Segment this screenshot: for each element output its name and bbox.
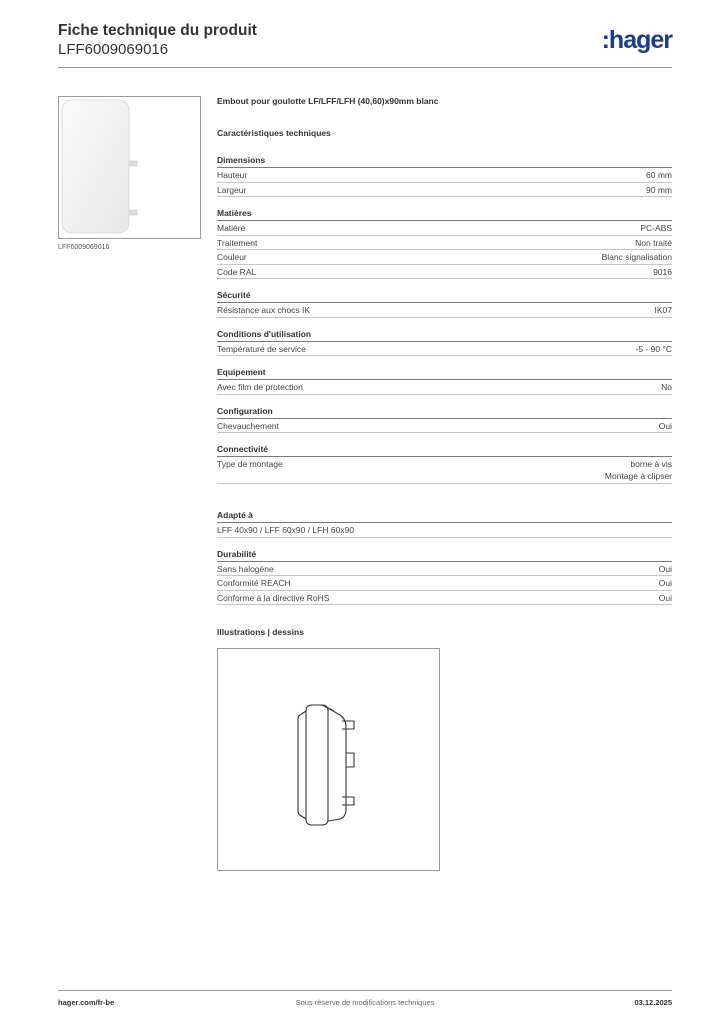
spec-row <box>217 380 672 395</box>
section-title: Sécurité <box>217 288 672 303</box>
spec-key: Code RAL <box>217 266 257 277</box>
section-equipment <box>217 365 672 395</box>
product-name: Embout pour goulotte LF/LFF/LFH (40,60)x90mm blanc <box>217 96 439 106</box>
spec-value-line: borne à vis <box>630 459 672 469</box>
spec-value: PC-ABS <box>640 223 672 233</box>
spec-key: Chevauchement <box>217 420 279 431</box>
section-title: Configuration <box>217 404 672 419</box>
spec-value: 90 mm <box>646 184 672 195</box>
spec-key: Conformité REACH <box>217 578 291 588</box>
specification-panel <box>217 96 672 605</box>
section-title: Connectivité <box>217 442 672 457</box>
hager-logo: :hager <box>601 26 672 54</box>
spec-row <box>217 419 672 434</box>
spec-value: Oui <box>658 563 672 574</box>
end-cap-drawing <box>218 649 439 870</box>
spec-value-line: Montage à clipser <box>604 471 672 481</box>
section-title: Conditions d'utilisation <box>217 327 672 342</box>
footer-website-link[interactable]: hager.com/fr-be <box>58 998 115 1007</box>
spec-row <box>217 342 672 357</box>
spec-value: Blanc signalisation <box>601 252 672 262</box>
spec-key: Hauteur <box>217 170 248 180</box>
spec-value: Oui <box>658 420 672 431</box>
page-header <box>58 22 257 59</box>
spec-row <box>217 523 672 538</box>
spec-row <box>217 221 672 236</box>
section-durability <box>217 547 672 606</box>
spec-row <box>217 265 672 280</box>
spec-key: Traitement <box>217 237 258 248</box>
illustration-frame <box>217 648 440 871</box>
spec-key: Type de montage <box>217 459 283 469</box>
spec-key: Résistance aux chocs IK <box>217 305 311 315</box>
section-title: Matières <box>217 206 672 221</box>
illustrations-title: Illustrations | dessins <box>217 627 304 637</box>
page-title: Fiche technique du produit <box>58 22 257 39</box>
spec-value: -5 - 90 °C <box>635 343 672 354</box>
spec-row <box>217 576 672 591</box>
spec-value: No <box>661 382 672 392</box>
section-suited-for <box>217 508 672 538</box>
section-title: Equipement <box>217 365 672 380</box>
specs-heading: Caractéristiques techniques <box>217 128 331 138</box>
section-dimensions <box>217 153 672 197</box>
spec-key: Conforme à la directive RoHS <box>217 592 330 603</box>
spec-key: Sans halogène <box>217 563 274 574</box>
section-title: Adapté à <box>217 508 672 523</box>
footer-notice: Sous réserve de modifications techniques <box>295 998 435 1007</box>
section-connectivity <box>217 442 672 484</box>
footer-date: 03.12.2025 <box>634 998 672 1007</box>
spec-row <box>217 183 672 198</box>
spec-row <box>217 236 672 251</box>
spec-value: Non traité <box>635 237 672 248</box>
product-reference: LFF6009069016 <box>58 41 169 58</box>
spec-value: 60 mm <box>646 170 672 180</box>
spec-value: 9016 <box>653 266 672 277</box>
spec-value <box>605 457 672 482</box>
spec-key: Température de service <box>217 343 306 354</box>
spec-row <box>217 562 672 577</box>
spec-key: LFF 40x90 / LFF 60x90 / LFH 60x90 <box>217 525 355 535</box>
footer-divider <box>58 990 672 991</box>
spec-row <box>217 168 672 183</box>
header-divider <box>58 67 672 68</box>
spec-value: IK07 <box>654 305 672 315</box>
spec-key: Avec film de protection <box>217 382 303 392</box>
spec-key: Couleur <box>217 252 247 262</box>
spec-key: Largeur <box>217 184 247 195</box>
spec-row <box>217 591 672 606</box>
section-materials <box>217 206 672 279</box>
spec-row <box>217 250 672 265</box>
thumbnail-caption: LFF6009069016 <box>58 244 110 251</box>
spec-key: Matière <box>217 223 246 233</box>
section-usage-conditions <box>217 327 672 357</box>
product-thumbnail <box>58 96 201 239</box>
section-configuration <box>217 404 672 434</box>
end-cap-front-image <box>59 97 200 238</box>
section-safety <box>217 288 672 318</box>
spec-value: Oui <box>658 578 672 588</box>
section-title: Dimensions <box>217 153 672 168</box>
spec-value: Oui <box>658 592 672 603</box>
spec-row <box>217 457 672 484</box>
spec-row <box>217 303 672 318</box>
section-title: Durabilité <box>217 547 672 562</box>
